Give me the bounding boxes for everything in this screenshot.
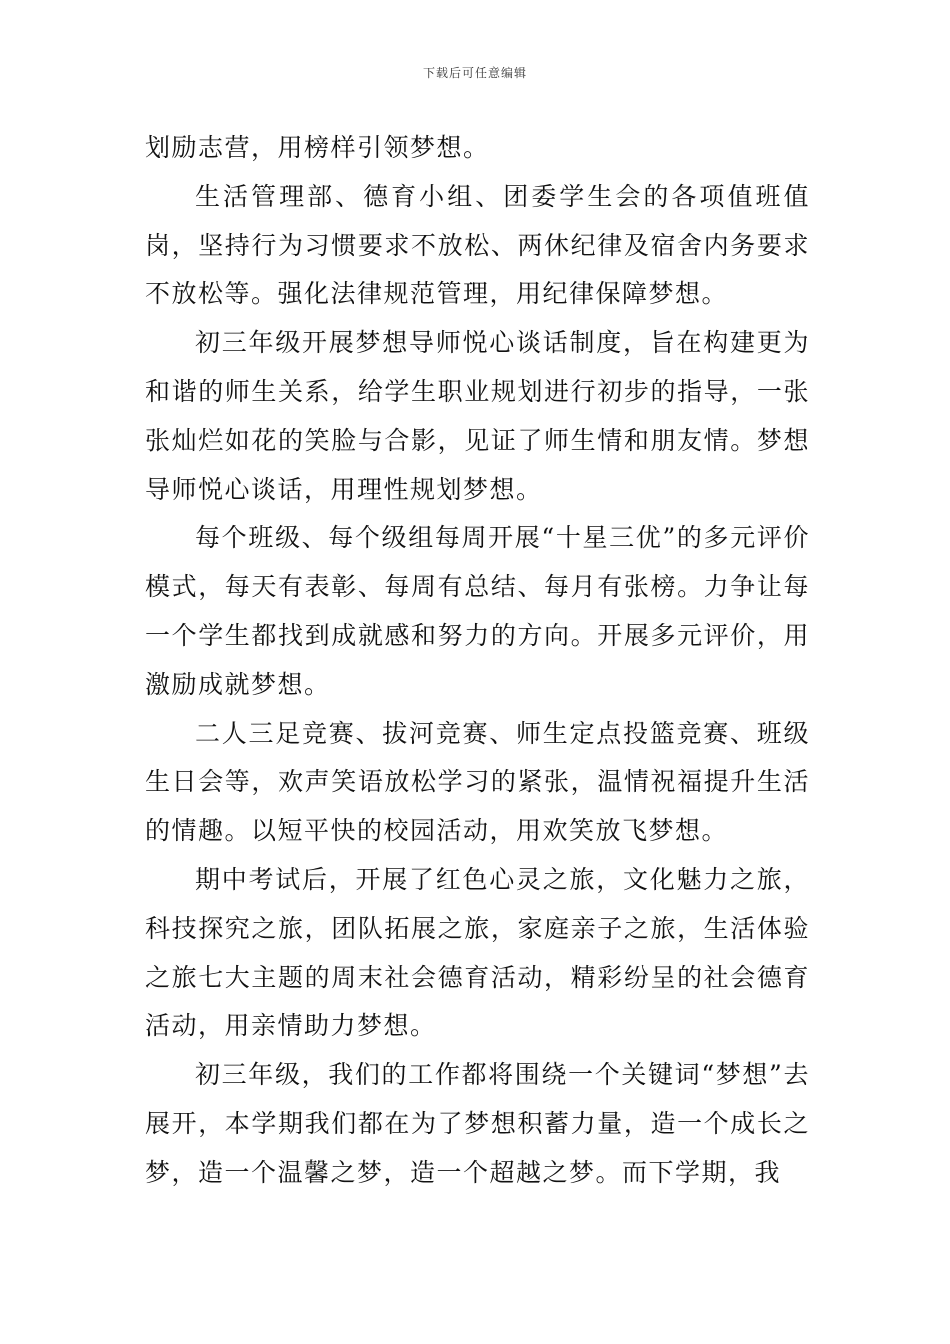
paragraph: 生活管理部、德育小组、团委学生会的各项值班值岗，坚持行为习惯要求不放松、两休纪律及宿舍内务要求不放松等。强化法律规范管理，用纪律保障梦想。: [145, 181, 810, 309]
paragraph: 初三年级，我们的工作都将围绕一个关键词“梦想”去展开，本学期我们都在为了梦想积蓄力量，造一个成长之梦，造一个温馨之梦，造一个超越之梦。而下学期，我: [145, 1060, 810, 1187]
document-body: [145, 124, 810, 1198]
paragraph: 二人三足竞赛、拔河竞赛、师生定点投篮竞赛、班级生日会等，欢声笑语放松学习的紧张，温情祝福提升生活的情趣。以短平快的校园活动，用欢笑放飞梦想。: [145, 718, 810, 846]
paragraph: 划励志营，用榜样引领梦想。: [145, 133, 490, 162]
paragraph: 期中考试后，开展了红色心灵之旅，文化魅力之旅，科技探究之旅，团队拓展之旅，家庭亲子之旅，生活体验之旅七大主题的周末社会德育活动，精彩纷呈的社会德育活动，用亲情助力梦想。: [145, 864, 810, 1041]
header-note: 下载后可任意编辑: [422, 66, 527, 80]
paragraph: 初三年级开展梦想导师悦心谈话制度，旨在构建更为和谐的师生关系，给学生职业规划进行初步的指导，一张张灿烂如花的笑脸与合影，见证了师生情和朋友情。梦想导师悦心谈话，用理性规划梦想。: [145, 328, 810, 504]
paragraph: 每个班级、每个级组每周开展“十星三优”的多元评价模式，每天有表彰、每周有总结、每月有张榜。力争让每一个学生都找到成就感和努力的方向。开展多元评价，用激励成就梦想。: [145, 523, 810, 699]
